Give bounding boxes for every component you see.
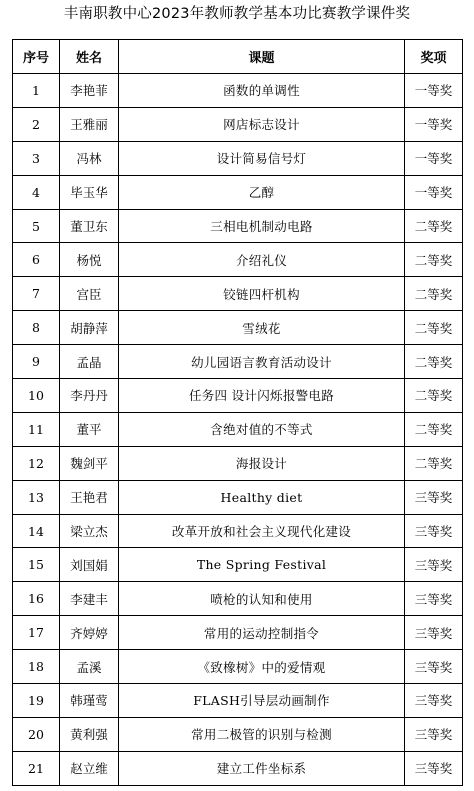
table-row: [13, 107, 463, 141]
cell-topic: 铰链四杆机构: [119, 277, 405, 311]
cell-number: 3: [13, 141, 60, 175]
cell-name: 李丹丹: [60, 379, 119, 413]
table-row: [13, 379, 463, 413]
cell-topic: 改革开放和社会主义现代化建设: [119, 514, 405, 548]
cell-number: 13: [13, 480, 60, 514]
table-row: [13, 717, 463, 751]
cell-number: 6: [13, 243, 60, 277]
cell-name: 黄利强: [60, 717, 119, 751]
cell-number: 20: [13, 717, 60, 751]
cell-number: 14: [13, 514, 60, 548]
cell-name: 韩瑾莺: [60, 684, 119, 718]
cell-name: 杨悦: [60, 243, 119, 277]
cell-award: 二等奖: [405, 379, 463, 413]
cell-name: 王雅丽: [60, 107, 119, 141]
cell-award: 三等奖: [405, 616, 463, 650]
cell-number: 4: [13, 175, 60, 209]
cell-award: 一等奖: [405, 74, 463, 108]
cell-name: 刘国娟: [60, 548, 119, 582]
table-row: [13, 684, 463, 718]
cell-name: 宫臣: [60, 277, 119, 311]
cell-topic: 介绍礼仪: [119, 243, 405, 277]
cell-topic: 网店标志设计: [119, 107, 405, 141]
cell-award: 二等奖: [405, 345, 463, 379]
cell-award: 三等奖: [405, 548, 463, 582]
cell-award: 二等奖: [405, 277, 463, 311]
cell-award: 一等奖: [405, 175, 463, 209]
header-award: 奖项: [405, 40, 463, 74]
header-number: 序号: [13, 40, 60, 74]
cell-number: 10: [13, 379, 60, 413]
cell-name: 齐婷婷: [60, 616, 119, 650]
cell-award: 三等奖: [405, 684, 463, 718]
table-row: [13, 548, 463, 582]
cell-topic: 幼儿园语言教育活动设计: [119, 345, 405, 379]
cell-topic: 建立工件坐标系: [119, 751, 405, 785]
cell-topic: 常用二极管的识别与检测: [119, 717, 405, 751]
cell-award: 二等奖: [405, 311, 463, 345]
cell-topic: The Spring Festival: [119, 548, 405, 582]
cell-name: 冯林: [60, 141, 119, 175]
table-row: [13, 345, 463, 379]
cell-award: 三等奖: [405, 480, 463, 514]
cell-name: 赵立维: [60, 751, 119, 785]
cell-topic: 任务四 设计闪烁报警电路: [119, 379, 405, 413]
cell-number: 19: [13, 684, 60, 718]
table-row: [13, 514, 463, 548]
cell-name: 王艳君: [60, 480, 119, 514]
table-row: [13, 141, 463, 175]
cell-number: 8: [13, 311, 60, 345]
cell-topic: 《致橡树》中的爱情观: [119, 650, 405, 684]
cell-number: 12: [13, 446, 60, 480]
table-row: [13, 311, 463, 345]
cell-number: 7: [13, 277, 60, 311]
cell-award: 三等奖: [405, 514, 463, 548]
cell-award: 二等奖: [405, 209, 463, 243]
cell-number: 11: [13, 412, 60, 446]
header-topic: 课题: [119, 40, 405, 74]
cell-name: 董卫东: [60, 209, 119, 243]
table-row: [13, 650, 463, 684]
cell-topic: 常用的运动控制指令: [119, 616, 405, 650]
table-row: [13, 209, 463, 243]
document-title: 丰南职教中心2023年教师教学基本功比赛教学课件奖: [63, 6, 411, 22]
cell-award: 三等奖: [405, 751, 463, 785]
table-row: [13, 616, 463, 650]
table-row: [13, 480, 463, 514]
cell-number: 15: [13, 548, 60, 582]
table-row: [13, 446, 463, 480]
cell-number: 18: [13, 650, 60, 684]
cell-number: 5: [13, 209, 60, 243]
cell-award: 三等奖: [405, 582, 463, 616]
cell-number: 17: [13, 616, 60, 650]
cell-topic: 喷枪的认知和使用: [119, 582, 405, 616]
cell-name: 孟晶: [60, 345, 119, 379]
cell-topic: 含绝对值的不等式: [119, 412, 405, 446]
cell-name: 魏剑平: [60, 446, 119, 480]
cell-topic: 海报设计: [119, 446, 405, 480]
cell-number: 2: [13, 107, 60, 141]
cell-award: 二等奖: [405, 446, 463, 480]
cell-topic: 函数的单调性: [119, 74, 405, 108]
cell-award: 三等奖: [405, 717, 463, 751]
table-header-row: [13, 40, 463, 74]
cell-name: 孟溪: [60, 650, 119, 684]
cell-topic: Healthy diet: [119, 480, 405, 514]
table-row: [13, 243, 463, 277]
cell-number: 9: [13, 345, 60, 379]
cell-name: 李建丰: [60, 582, 119, 616]
cell-award: 二等奖: [405, 243, 463, 277]
cell-name: 胡静萍: [60, 311, 119, 345]
table-row: [13, 582, 463, 616]
table-row: [13, 412, 463, 446]
awards-table: [12, 39, 463, 786]
cell-award: 一等奖: [405, 141, 463, 175]
cell-name: 梁立杰: [60, 514, 119, 548]
cell-number: 16: [13, 582, 60, 616]
cell-topic: 三相电机制动电路: [119, 209, 405, 243]
table-row: [13, 175, 463, 209]
table-row: [13, 751, 463, 785]
table-row: [13, 74, 463, 108]
cell-number: 1: [13, 74, 60, 108]
cell-topic: 雪绒花: [119, 311, 405, 345]
cell-topic: 设计简易信号灯: [119, 141, 405, 175]
table-row: [13, 277, 463, 311]
cell-number: 21: [13, 751, 60, 785]
table-body: [13, 74, 463, 786]
cell-award: 二等奖: [405, 412, 463, 446]
cell-name: 董平: [60, 412, 119, 446]
cell-award: 三等奖: [405, 650, 463, 684]
cell-name: 李艳菲: [60, 74, 119, 108]
cell-award: 一等奖: [405, 107, 463, 141]
header-name: 姓名: [60, 40, 119, 74]
cell-name: 毕玉华: [60, 175, 119, 209]
cell-topic: 乙醇: [119, 175, 405, 209]
cell-topic: FLASH引导层动画制作: [119, 684, 405, 718]
